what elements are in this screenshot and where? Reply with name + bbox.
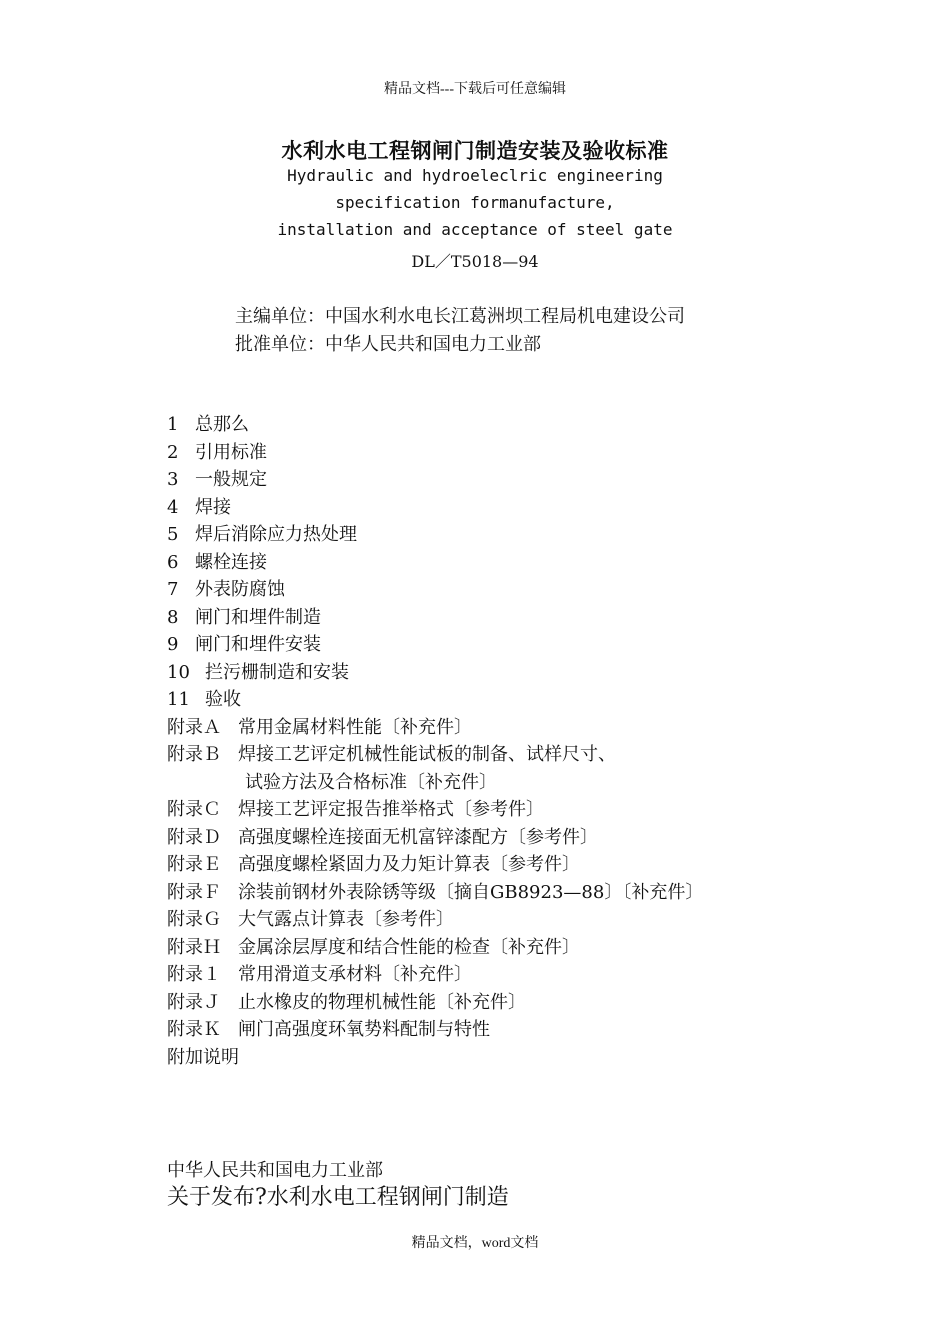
toc-item <box>167 714 703 742</box>
toc-item-text: 试验方法及合格标准〔补充件〕 <box>245 771 497 793</box>
toc-item-number: 附录Ｊ <box>167 991 221 1013</box>
editor-unit: 主编单位：中国水利水电长江葛洲坝工程局机电建设公司 <box>235 306 685 327</box>
toc-item <box>167 961 703 989</box>
toc-item <box>167 879 703 907</box>
toc-item-text: 常用滑道支承材料〔补充件〕 <box>238 964 472 985</box>
toc-item-text: 一般规定 <box>195 469 267 490</box>
toc-item-text: 止水橡皮的物理机械性能〔补充件〕 <box>238 991 526 1013</box>
toc-item-number: 6 <box>167 551 179 573</box>
toc-item <box>167 906 703 934</box>
toc-item-text: 附加说明 <box>167 1046 239 1068</box>
toc-item-number: 附录Ｂ <box>167 744 221 765</box>
toc-item <box>167 741 703 769</box>
toc-item-number: 3 <box>167 469 179 490</box>
toc-item-text: 焊接 <box>195 496 231 518</box>
toc-item <box>167 686 703 714</box>
toc-item-number: 附录Ｅ <box>167 854 221 875</box>
toc-item-text: 验收 <box>205 689 241 710</box>
toc-item-text: 焊接工艺评定机械性能试板的制备、试样尺寸、 <box>238 744 616 765</box>
toc-item-number: 4 <box>167 496 179 518</box>
toc-item-text: 焊后消除应力热处理 <box>195 524 357 545</box>
toc-item <box>167 769 703 797</box>
toc-item-number: 附录Ｄ <box>167 826 221 848</box>
toc-item-text: 大气露点计算表〔参考件〕 <box>238 909 454 930</box>
toc-item-number: 附录１ <box>167 964 221 985</box>
toc-item-number: 附录Ｆ <box>167 881 221 903</box>
toc-item-number: 5 <box>167 524 179 545</box>
approver-unit: 批准单位：中华人民共和国电力工业部 <box>235 334 541 355</box>
toc-item-text: 引用标准 <box>195 441 267 463</box>
toc-item-number: 9 <box>167 634 179 655</box>
toc-item-text: 螺栓连接 <box>195 551 267 573</box>
table-of-contents <box>167 411 703 1071</box>
toc-item-text: 高强度螺栓紧固力及力矩计算表〔参考件〕 <box>238 854 580 875</box>
toc-item-number: 8 <box>167 606 179 628</box>
toc-item <box>167 989 703 1017</box>
page-footer-note: 精品文档，word文档 <box>411 1236 539 1251</box>
toc-item <box>167 521 703 549</box>
toc-item <box>167 1016 703 1044</box>
toc-item <box>167 824 703 852</box>
toc-item-text: 金属涂层厚度和结合性能的检查〔补充件〕 <box>238 936 580 958</box>
page-header-note: 精品文档---下载后可任意编辑 <box>384 82 566 97</box>
document-title: 水利水电工程钢闸门制造安装及验收标准 <box>281 138 669 163</box>
toc-item-number: 11 <box>167 689 190 710</box>
toc-item-text: 外表防腐蚀 <box>195 579 285 600</box>
toc-item <box>167 576 703 604</box>
toc-item-text: 常用金属材料性能〔补充件〕 <box>238 716 472 738</box>
toc-item-number: 附录Ｇ <box>167 909 221 930</box>
toc-item-text: 高强度螺栓连接面无机富锌漆配方〔参考件〕 <box>238 826 598 848</box>
toc-item-text: 焊接工艺评定报告推举格式〔参考件〕 <box>238 799 544 820</box>
toc-item-number: 7 <box>167 579 179 600</box>
toc-item-text: 闸门和埋件安装 <box>195 634 321 655</box>
toc-item <box>167 934 703 962</box>
toc-item <box>167 631 703 659</box>
toc-item-text: 总那么 <box>195 414 249 435</box>
notice-heading: 关于发布?水利水电工程钢闸门制造 <box>167 1185 509 1210</box>
toc-item-text: 拦污栅制造和安装 <box>205 661 349 683</box>
standard-number: DL／T5018—94 <box>411 252 539 271</box>
toc-item-number: 10 <box>167 661 190 683</box>
toc-item <box>167 659 703 687</box>
toc-item-number: 附录Ｃ <box>167 799 221 820</box>
toc-item <box>167 439 703 467</box>
toc-item-number: 附录Ｈ <box>167 936 221 958</box>
toc-item-text: 闸门高强度环氧势料配制与特性 <box>238 1019 490 1040</box>
toc-item <box>167 604 703 632</box>
toc-item <box>167 549 703 577</box>
toc-item <box>167 1044 703 1072</box>
issuer-name: 中华人民共和国电力工业部 <box>167 1160 383 1181</box>
english-title-line-1: Hydraulic and hydroeleclric engineering <box>287 166 663 185</box>
toc-item <box>167 466 703 494</box>
toc-item-text: 闸门和埋件制造 <box>195 606 321 628</box>
toc-item <box>167 494 703 522</box>
english-title-line-3: installation and acceptance of steel gate <box>277 220 673 239</box>
toc-item-number: 1 <box>167 414 179 435</box>
english-title-line-2: specification formanufacture, <box>335 193 615 212</box>
toc-item-text: 涂装前钢材外表除锈等级〔摘自GB8923—88〕〔补充件〕 <box>238 881 704 903</box>
toc-item-number: 2 <box>167 441 179 463</box>
toc-item <box>167 411 703 439</box>
toc-item <box>167 851 703 879</box>
toc-item-number: 附录Ａ <box>167 716 221 738</box>
toc-item <box>167 796 703 824</box>
toc-item-number: 附录Ｋ <box>167 1019 221 1040</box>
